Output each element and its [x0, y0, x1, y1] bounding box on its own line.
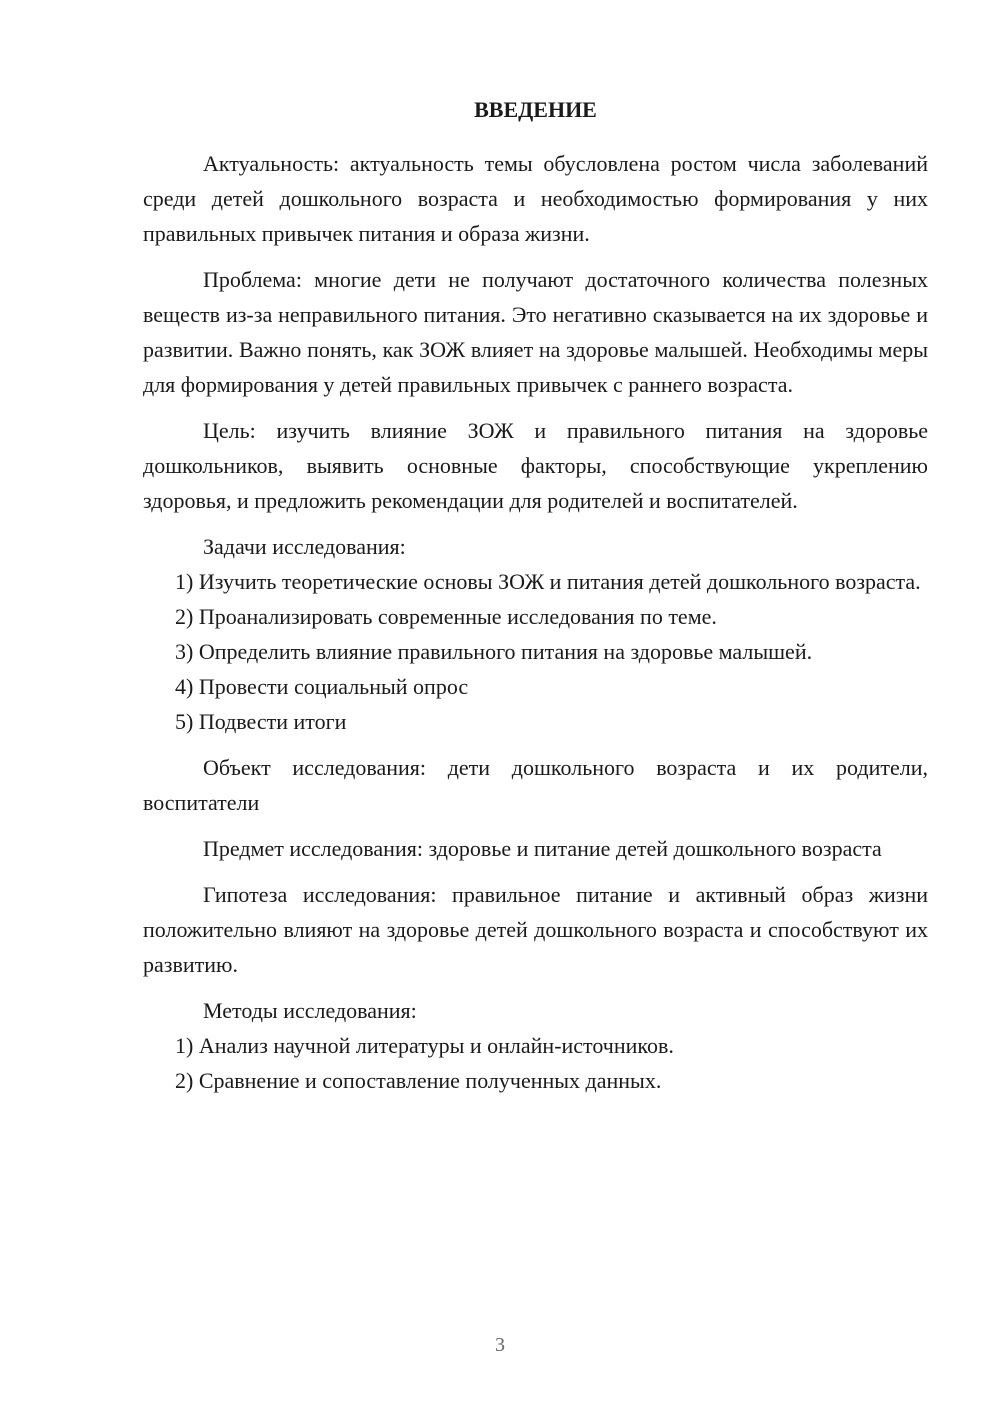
method-item-2: 2) Сравнение и сопоставление полученных данных. [175, 1068, 662, 1093]
task-item-2: 2) Проанализировать современные исследования по теме. [175, 604, 717, 629]
task-item-1: 1) Изучить теоретические основы ЗОЖ и питания детей дошкольного возраста. [175, 569, 921, 594]
tasks-list [143, 564, 928, 739]
task-item-5: 5) Подвести итоги [175, 709, 347, 734]
methods-list [143, 1028, 928, 1098]
object-paragraph: Объект исследования: дети дошкольного возраста и их родители, воспитатели [143, 755, 928, 815]
task-item-4: 4) Провести социальный опрос [175, 674, 469, 699]
subject-paragraph: Предмет исследования: здоровье и питание детей дошкольного возраста [203, 836, 882, 861]
hypothesis-paragraph: Гипотеза исследования: правильное питание и активный образ жизни положительно влияют на здоровье детей дошкольного возраста и способствуют их развитию. [143, 882, 928, 977]
method-item-1: 1) Анализ научной литературы и онлайн-источников. [175, 1033, 674, 1058]
section-title: ВВЕДЕНИЕ [474, 97, 597, 122]
problem-paragraph: Проблема: многие дети не получают достаточного количества полезных веществ из-за неправильного питания. Это негативно сказывается на их здоровье и развитии. Важно понять, как ЗОЖ влияет на здоровье малышей. Необходимы меры для формирования у детей правильных привычек с раннего возраста. [143, 267, 928, 397]
goal-paragraph: Цель: изучить влияние ЗОЖ и правильного питания на здоровье дошкольников, выявить основные факторы, способствующие укреплению здоровья, и предложить рекомендации для родителей и воспитателей. [143, 418, 928, 513]
task-item-3: 3) Определить влияние правильного питания на здоровье малышей. [175, 639, 813, 664]
document-page [143, 95, 928, 1098]
page-number: 3 [495, 1334, 505, 1356]
methods-heading: Методы исследования: [203, 998, 417, 1023]
tasks-heading: Задачи исследования: [203, 534, 406, 559]
relevance-paragraph: Актуальность: актуальность темы обусловлена ростом числа заболеваний среди детей дошкольного возраста и необходимостью формирования у них правильных привычек питания и образа жизни. [143, 151, 928, 246]
